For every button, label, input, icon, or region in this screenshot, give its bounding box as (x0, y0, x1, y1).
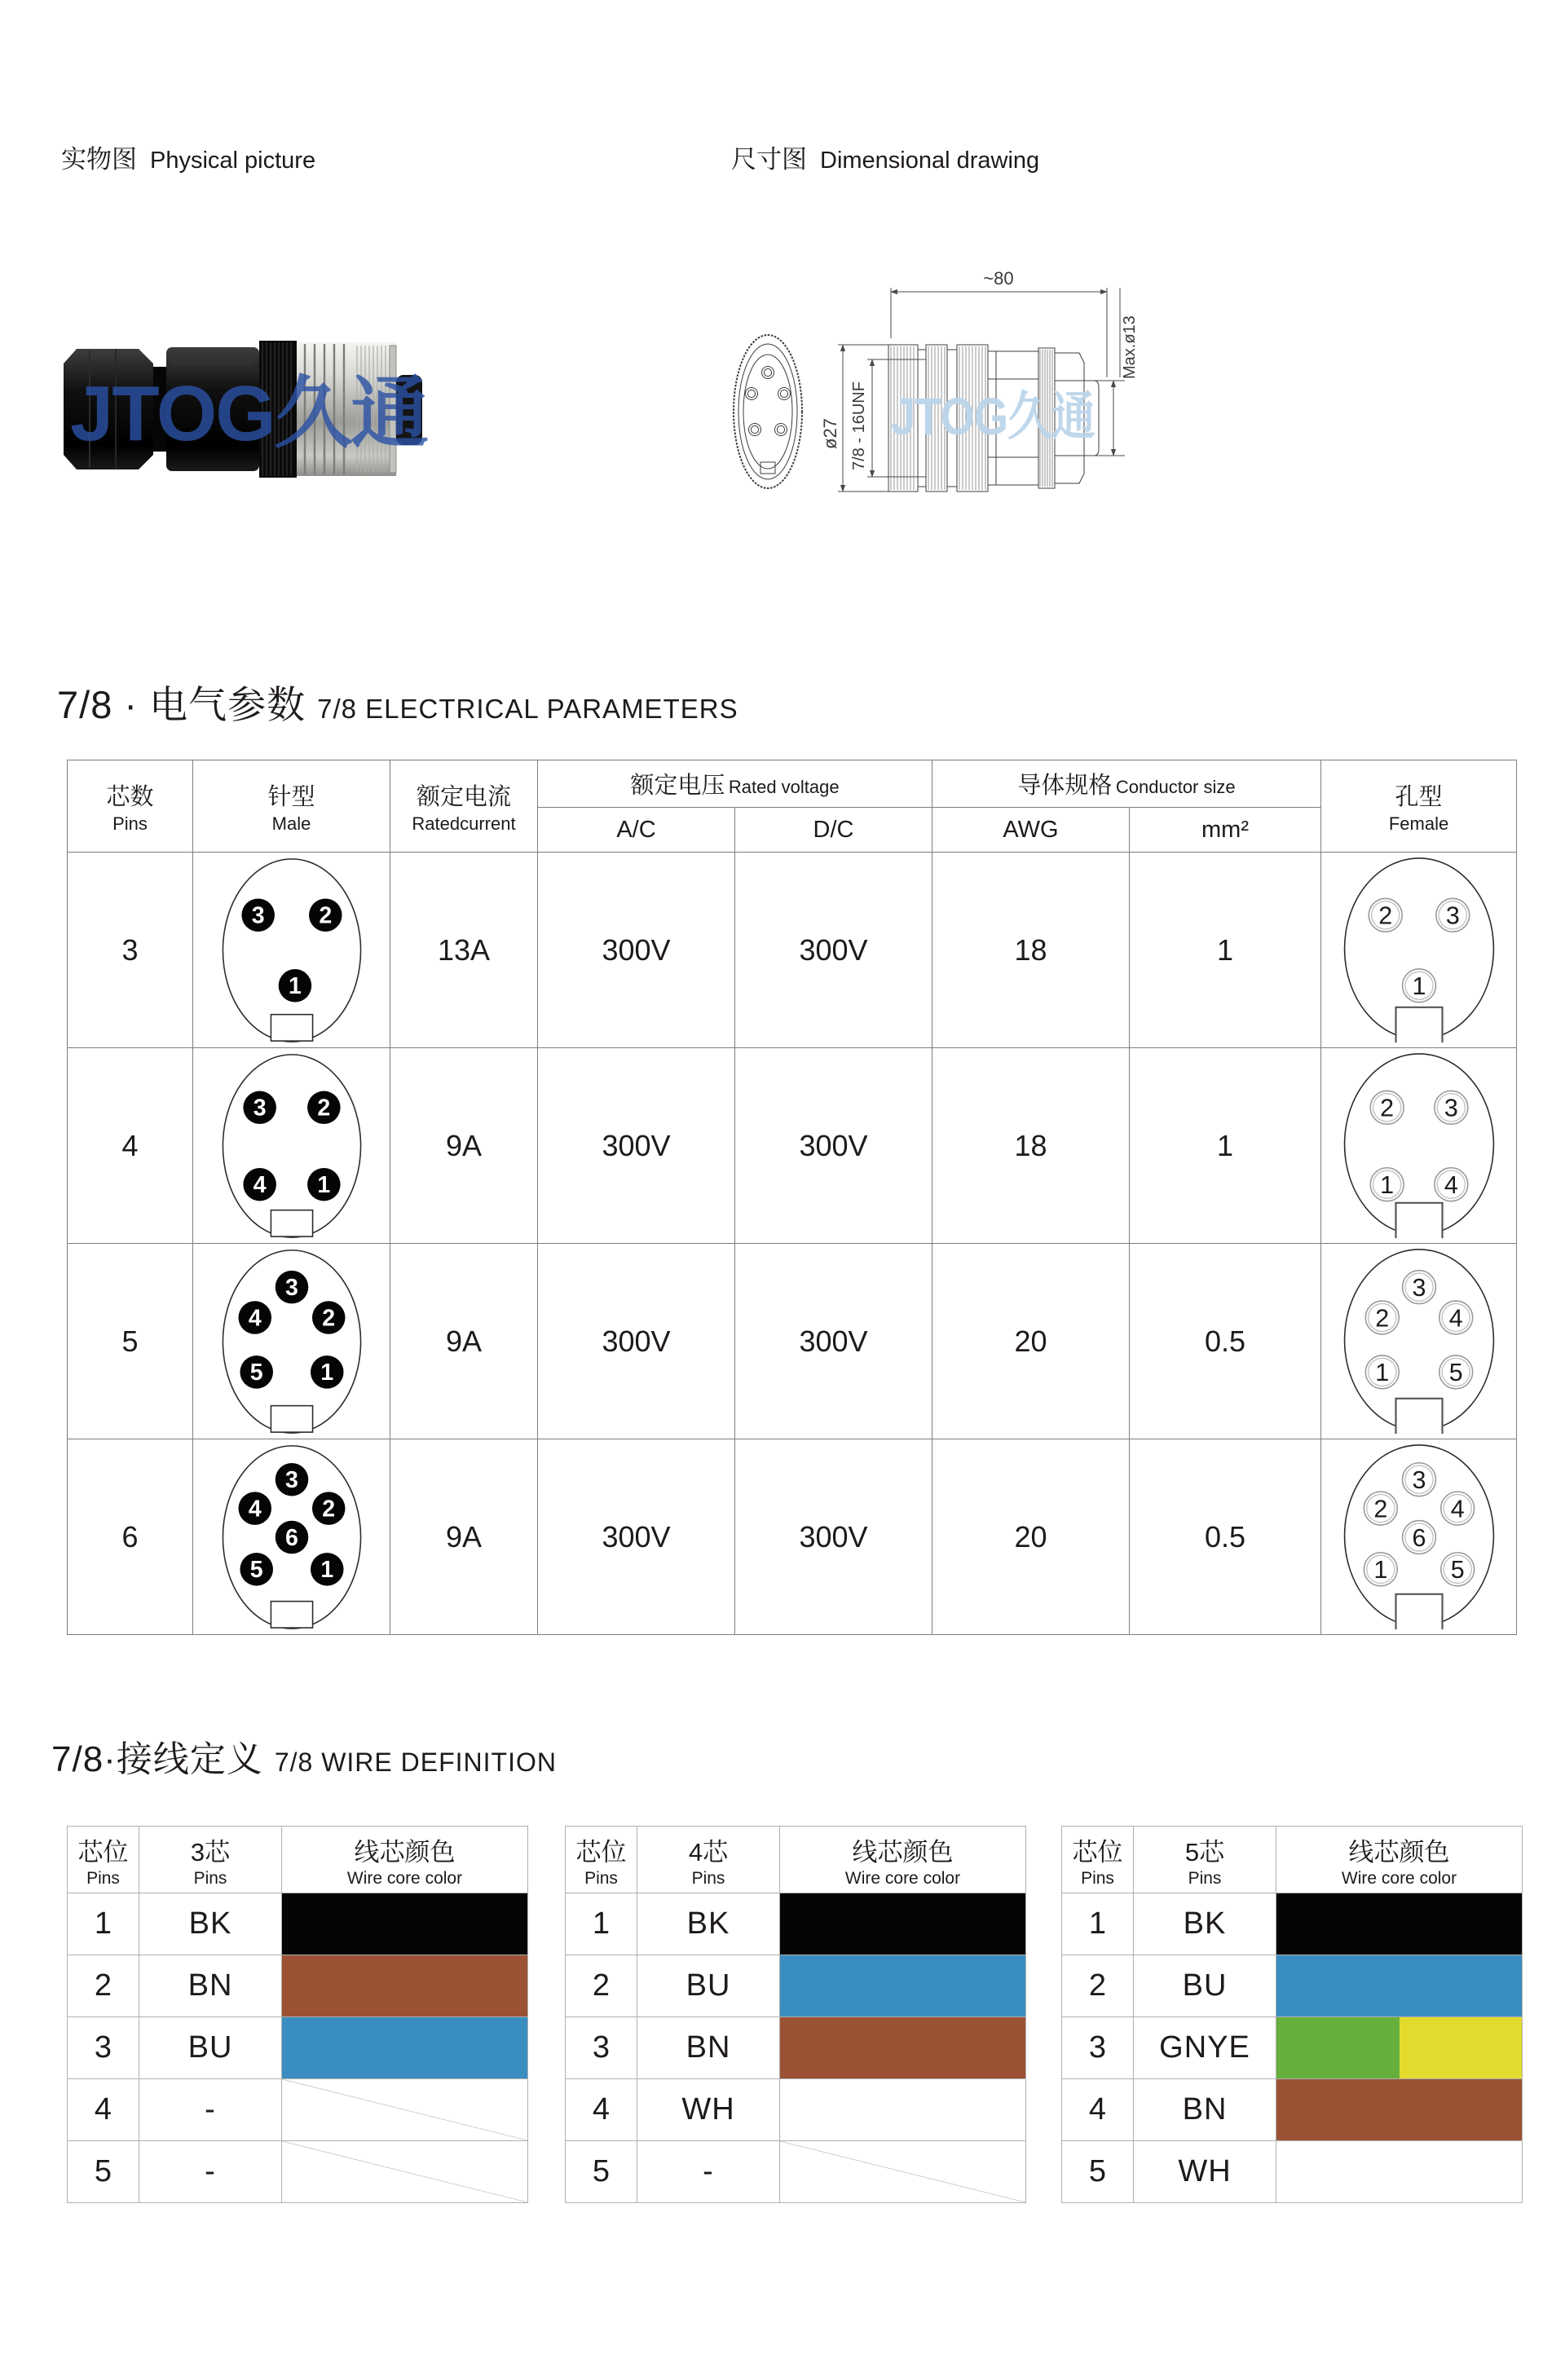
pin-number: 4 (253, 1171, 267, 1198)
pin-number: 2 (1374, 1303, 1389, 1332)
wire-pin-number: 2 (1062, 1955, 1134, 2017)
electrical-row (68, 853, 1517, 1048)
pin-number: 4 (1444, 1170, 1458, 1199)
wire-color-code: BU (1134, 1955, 1276, 2017)
empty-diagonal (780, 2141, 1025, 2202)
wire-row (68, 2079, 528, 2141)
col-male-zh: 针型 (267, 783, 315, 810)
pin-number: 1 (1412, 972, 1426, 1000)
wire-color-cell (282, 1955, 528, 2017)
front-view (734, 335, 802, 488)
wire-color-code: BN (1134, 2079, 1276, 2141)
pin-number: 6 (1412, 1523, 1426, 1552)
wire-pin-number: 2 (68, 1955, 139, 2017)
col-header-dc: D/C (735, 808, 932, 853)
wire-color-cell (1276, 2141, 1523, 2203)
male-diagram-cell (193, 853, 390, 1048)
pin-number: 2 (321, 1495, 335, 1522)
wire-pin-number: 1 (68, 1893, 139, 1955)
physical-picture-label-en: Physical picture (150, 148, 316, 174)
wire-color-cell (780, 2017, 1026, 2079)
voltage-dc: 300V (735, 1244, 932, 1439)
col-header-voltage (538, 760, 932, 808)
wire-color-code: BU (139, 2017, 282, 2079)
wire-color-code: WH (1134, 2141, 1276, 2203)
wire-color-cell (282, 2141, 528, 2203)
wire-color-swatch (780, 1893, 1025, 1955)
wire-color-code: BK (1134, 1893, 1276, 1955)
empty-diagonal (282, 2079, 527, 2140)
wire-table-5芯 (1061, 1826, 1523, 2203)
pin-number: 2 (1379, 1094, 1394, 1122)
female-diagram-cell (1321, 1048, 1517, 1244)
conductor-mm2: 0.5 (1130, 1244, 1321, 1439)
wire-color-swatch (1276, 2079, 1522, 2140)
wire-title-zh: 7/8·接线定义 (51, 1739, 263, 1779)
col-female-zh: 孔型 (1395, 783, 1443, 810)
pin-number: 2 (1378, 901, 1392, 930)
female-pin-diagram (1338, 854, 1500, 1047)
wire-pin-number: 5 (566, 2141, 637, 2203)
wire-color-code: - (637, 2141, 780, 2203)
drawing-watermark: JTOG久通 (891, 387, 1095, 446)
dimensional-drawing (717, 257, 1223, 526)
keyway-notch (1395, 1202, 1442, 1237)
wire-row (1062, 2141, 1523, 2203)
wire-color-code: WH (637, 2079, 780, 2141)
pin-number: 6 (284, 1524, 298, 1551)
wire-color-cell (780, 1955, 1026, 2017)
pin-number: 5 (1450, 1555, 1465, 1584)
keyway-notch (1395, 1593, 1442, 1629)
voltage-dc: 300V (735, 853, 932, 1048)
wire-pin-number: 4 (566, 2079, 637, 2141)
physical-picture-heading (61, 139, 315, 175)
wire-table-4芯 (565, 1826, 1026, 2203)
pin-number: 1 (288, 972, 302, 999)
pins-count: 5 (68, 1244, 193, 1439)
col-header-awg: AWG (932, 808, 1130, 853)
pin-number: 3 (1412, 1273, 1426, 1302)
col-voltage-zh: 额定电压 (630, 773, 725, 799)
electrical-row (68, 1048, 1517, 1244)
wire-row (566, 1893, 1026, 1955)
pin-number: 3 (251, 902, 265, 929)
col-male-en: Male (271, 813, 311, 834)
col-header-male (193, 760, 390, 853)
pin-number: 5 (249, 1556, 263, 1583)
female-diagram-cell (1321, 1244, 1517, 1439)
wire-color-cell (282, 2079, 528, 2141)
male-pin-diagram (211, 1245, 373, 1438)
wire-pin-number: 2 (566, 1955, 637, 2017)
wire-color-swatch (780, 2079, 1025, 2140)
wire-table-3芯 (67, 1826, 528, 2203)
wire-table-header (68, 1827, 528, 1893)
wire-color-swatch (1276, 1955, 1522, 2016)
wire-pin-number: 1 (566, 1893, 637, 1955)
wire-color-swatch (282, 1893, 527, 1955)
conductor-mm2: 0.5 (1130, 1439, 1321, 1635)
wire-color-swatch (780, 1955, 1025, 2016)
rated-current: 13A (390, 853, 538, 1048)
wire-pin-number: 4 (1062, 2079, 1134, 2141)
wire-color-swatch (1276, 2017, 1522, 2078)
wire-pin-number: 3 (566, 2017, 637, 2079)
wire-pin-number: 3 (1062, 2017, 1134, 2079)
wire-color-code: BN (139, 1955, 282, 2017)
electrical-row (68, 1244, 1517, 1439)
conductor-mm2: 1 (1130, 853, 1321, 1048)
keyway-notch (271, 1601, 312, 1627)
voltage-dc: 300V (735, 1048, 932, 1244)
conductor-awg: 18 (932, 1048, 1130, 1244)
female-pin-diagram (1338, 1441, 1500, 1633)
front-view-holes (746, 367, 791, 436)
conductor-awg: 20 (932, 1244, 1130, 1439)
wire-pin-number: 5 (68, 2141, 139, 2203)
male-diagram-cell (193, 1439, 390, 1635)
photo-watermark: JTOG久通 (70, 370, 428, 457)
wire-row (566, 1955, 1026, 2017)
col-header-ac: A/C (538, 808, 735, 853)
pins-count: 3 (68, 853, 193, 1048)
wire-table-header (1062, 1827, 1523, 1893)
pin-number: 1 (316, 1171, 330, 1198)
wire-row (1062, 1893, 1523, 1955)
pin-number: 4 (248, 1495, 262, 1522)
electrical-parameters-table (67, 760, 1517, 1635)
pin-number: 3 (253, 1095, 267, 1122)
wire-title-en: 7/8 WIRE DEFINITION (274, 1748, 557, 1777)
pin-number: 4 (1450, 1494, 1465, 1523)
female-pin-diagram (1338, 1245, 1500, 1438)
electrical-title-en: 7/8 ELECTRICAL PARAMETERS (317, 694, 738, 724)
wire-color-cell (780, 1893, 1026, 1955)
empty-diagonal (282, 2141, 527, 2202)
wire-col-color: 线芯颜色 Wire core color (1276, 1827, 1523, 1893)
voltage-dc: 300V (735, 1439, 932, 1635)
wire-color-cell (282, 1893, 528, 1955)
col-female-en: Female (1388, 813, 1449, 834)
wire-color-cell (1276, 2017, 1523, 2079)
wire-color-cell (1276, 1893, 1523, 1955)
keyway-notch (271, 1014, 312, 1040)
wire-row (1062, 2079, 1523, 2141)
electrical-row (68, 1439, 1517, 1635)
col-header-mm2: mm² (1130, 808, 1321, 853)
keyway-notch (1395, 1007, 1442, 1042)
pin-number: 1 (1373, 1555, 1387, 1584)
wire-color-code: - (139, 2079, 282, 2141)
voltage-ac: 300V (538, 853, 735, 1048)
wire-color-cell (1276, 2079, 1523, 2141)
voltage-ac: 300V (538, 1439, 735, 1635)
wire-color-swatch (282, 1955, 527, 2016)
col-header-conductor (932, 760, 1321, 808)
wire-col-core-count: 3芯 Pins (139, 1827, 282, 1893)
col-header-current (390, 760, 538, 853)
keyway-notch (271, 1210, 312, 1236)
col-current-en: Ratedcurrent (412, 813, 516, 834)
wire-pin-number: 4 (68, 2079, 139, 2141)
pin-number: 3 (284, 1466, 298, 1493)
wire-col-position: 芯位 Pins (1062, 1827, 1134, 1893)
connector-photo (57, 324, 440, 494)
wire-color-code: - (139, 2141, 282, 2203)
dim-length-label: ~80 (983, 268, 1014, 289)
wire-col-color: 线芯颜色 Wire core color (780, 1827, 1026, 1893)
male-pin-diagram (211, 1050, 373, 1242)
wire-col-position: 芯位 Pins (68, 1827, 139, 1893)
wire-color-swatch (282, 2017, 527, 2078)
col-header-female (1321, 760, 1517, 853)
pin-number: 2 (1373, 1494, 1387, 1523)
pin-number: 2 (321, 1304, 335, 1331)
pin-number: 1 (1379, 1170, 1394, 1199)
col-conductor-zh: 导体规格 (1017, 773, 1113, 799)
wire-col-core-count: 5芯 Pins (1134, 1827, 1276, 1893)
col-header-pins (68, 760, 193, 853)
wire-row (1062, 2017, 1523, 2079)
wire-color-code: BK (139, 1893, 282, 1955)
female-diagram-cell (1321, 1439, 1517, 1635)
pin-number: 2 (316, 1095, 330, 1122)
pin-number: 4 (248, 1304, 262, 1331)
wire-color-swatch (1276, 2141, 1522, 2202)
wire-col-color: 线芯颜色 Wire core color (282, 1827, 528, 1893)
wire-row (566, 2141, 1026, 2203)
wire-color-code: BU (637, 1955, 780, 2017)
conductor-awg: 20 (932, 1439, 1130, 1635)
wire-color-code: BK (637, 1893, 780, 1955)
electrical-title-zh: 7/8 · 电气参数 (57, 683, 306, 726)
wire-definition-title (51, 1730, 557, 1782)
pin-number: 3 (1412, 1465, 1426, 1494)
dimensional-drawing-label-en: Dimensional drawing (820, 148, 1040, 174)
wire-row (68, 1893, 528, 1955)
pin-number: 3 (1444, 1094, 1458, 1122)
wire-color-swatch (1276, 1893, 1522, 1955)
pins-count: 6 (68, 1439, 193, 1635)
dimensional-drawing-heading (731, 139, 1039, 175)
pin-number: 5 (249, 1359, 263, 1386)
col-voltage-en: Rated voltage (728, 777, 840, 797)
dim-thread-label: 7/8 - 16UNF (850, 381, 868, 470)
dim-diameter-label: ø27 (820, 418, 840, 449)
wire-table-header (566, 1827, 1026, 1893)
conductor-awg: 18 (932, 853, 1130, 1048)
col-pins-zh: 芯数 (106, 783, 154, 810)
wire-color-cell (780, 2079, 1026, 2141)
pin-number: 5 (1448, 1358, 1463, 1386)
male-diagram-cell (193, 1048, 390, 1244)
wire-col-position: 芯位 Pins (566, 1827, 637, 1893)
pin-number: 1 (1374, 1358, 1389, 1386)
wire-col-core-count: 4芯 Pins (637, 1827, 780, 1893)
wire-row (68, 1955, 528, 2017)
male-diagram-cell (193, 1244, 390, 1439)
pin-number: 4 (1448, 1303, 1463, 1332)
rated-current: 9A (390, 1439, 538, 1635)
wire-color-code: BN (637, 2017, 780, 2079)
wire-row (68, 2141, 528, 2203)
pin-number: 1 (320, 1359, 333, 1386)
wire-pin-number: 3 (68, 2017, 139, 2079)
keyway-notch (271, 1405, 312, 1431)
rated-current: 9A (390, 1048, 538, 1244)
voltage-ac: 300V (538, 1048, 735, 1244)
female-pin-diagram (1338, 1050, 1500, 1242)
conductor-mm2: 1 (1130, 1048, 1321, 1244)
wire-row (1062, 1955, 1523, 2017)
keyway-notch (1395, 1398, 1442, 1433)
wire-row (566, 2079, 1026, 2141)
wire-color-cell (1276, 1955, 1523, 2017)
wire-row (566, 2017, 1026, 2079)
male-pin-diagram (211, 1441, 373, 1633)
wire-color-cell (282, 2017, 528, 2079)
wire-pin-number: 1 (1062, 1893, 1134, 1955)
col-conductor-en: Conductor size (1115, 777, 1236, 797)
pins-count: 4 (68, 1048, 193, 1244)
wire-row (68, 2017, 528, 2079)
pin-number: 3 (1445, 901, 1460, 930)
rated-current: 9A (390, 1244, 538, 1439)
pin-number: 1 (320, 1556, 333, 1583)
dimensional-drawing-label-zh: 尺寸图 (731, 145, 807, 174)
wire-color-cell (780, 2141, 1026, 2203)
electrical-parameters-title (57, 675, 738, 729)
wire-pin-number: 5 (1062, 2141, 1134, 2203)
col-pins-en: Pins (112, 813, 148, 834)
col-current-zh: 额定电流 (416, 783, 511, 810)
male-pin-diagram (211, 854, 373, 1047)
pin-number: 3 (284, 1274, 298, 1301)
dim-max-diameter-label: Max.ø13 (1121, 315, 1139, 379)
female-diagram-cell (1321, 853, 1517, 1048)
pin-number: 2 (318, 902, 332, 929)
physical-picture-label-zh: 实物图 (61, 145, 137, 174)
wire-color-swatch (780, 2017, 1025, 2078)
wire-color-code: GNYE (1134, 2017, 1276, 2079)
voltage-ac: 300V (538, 1244, 735, 1439)
